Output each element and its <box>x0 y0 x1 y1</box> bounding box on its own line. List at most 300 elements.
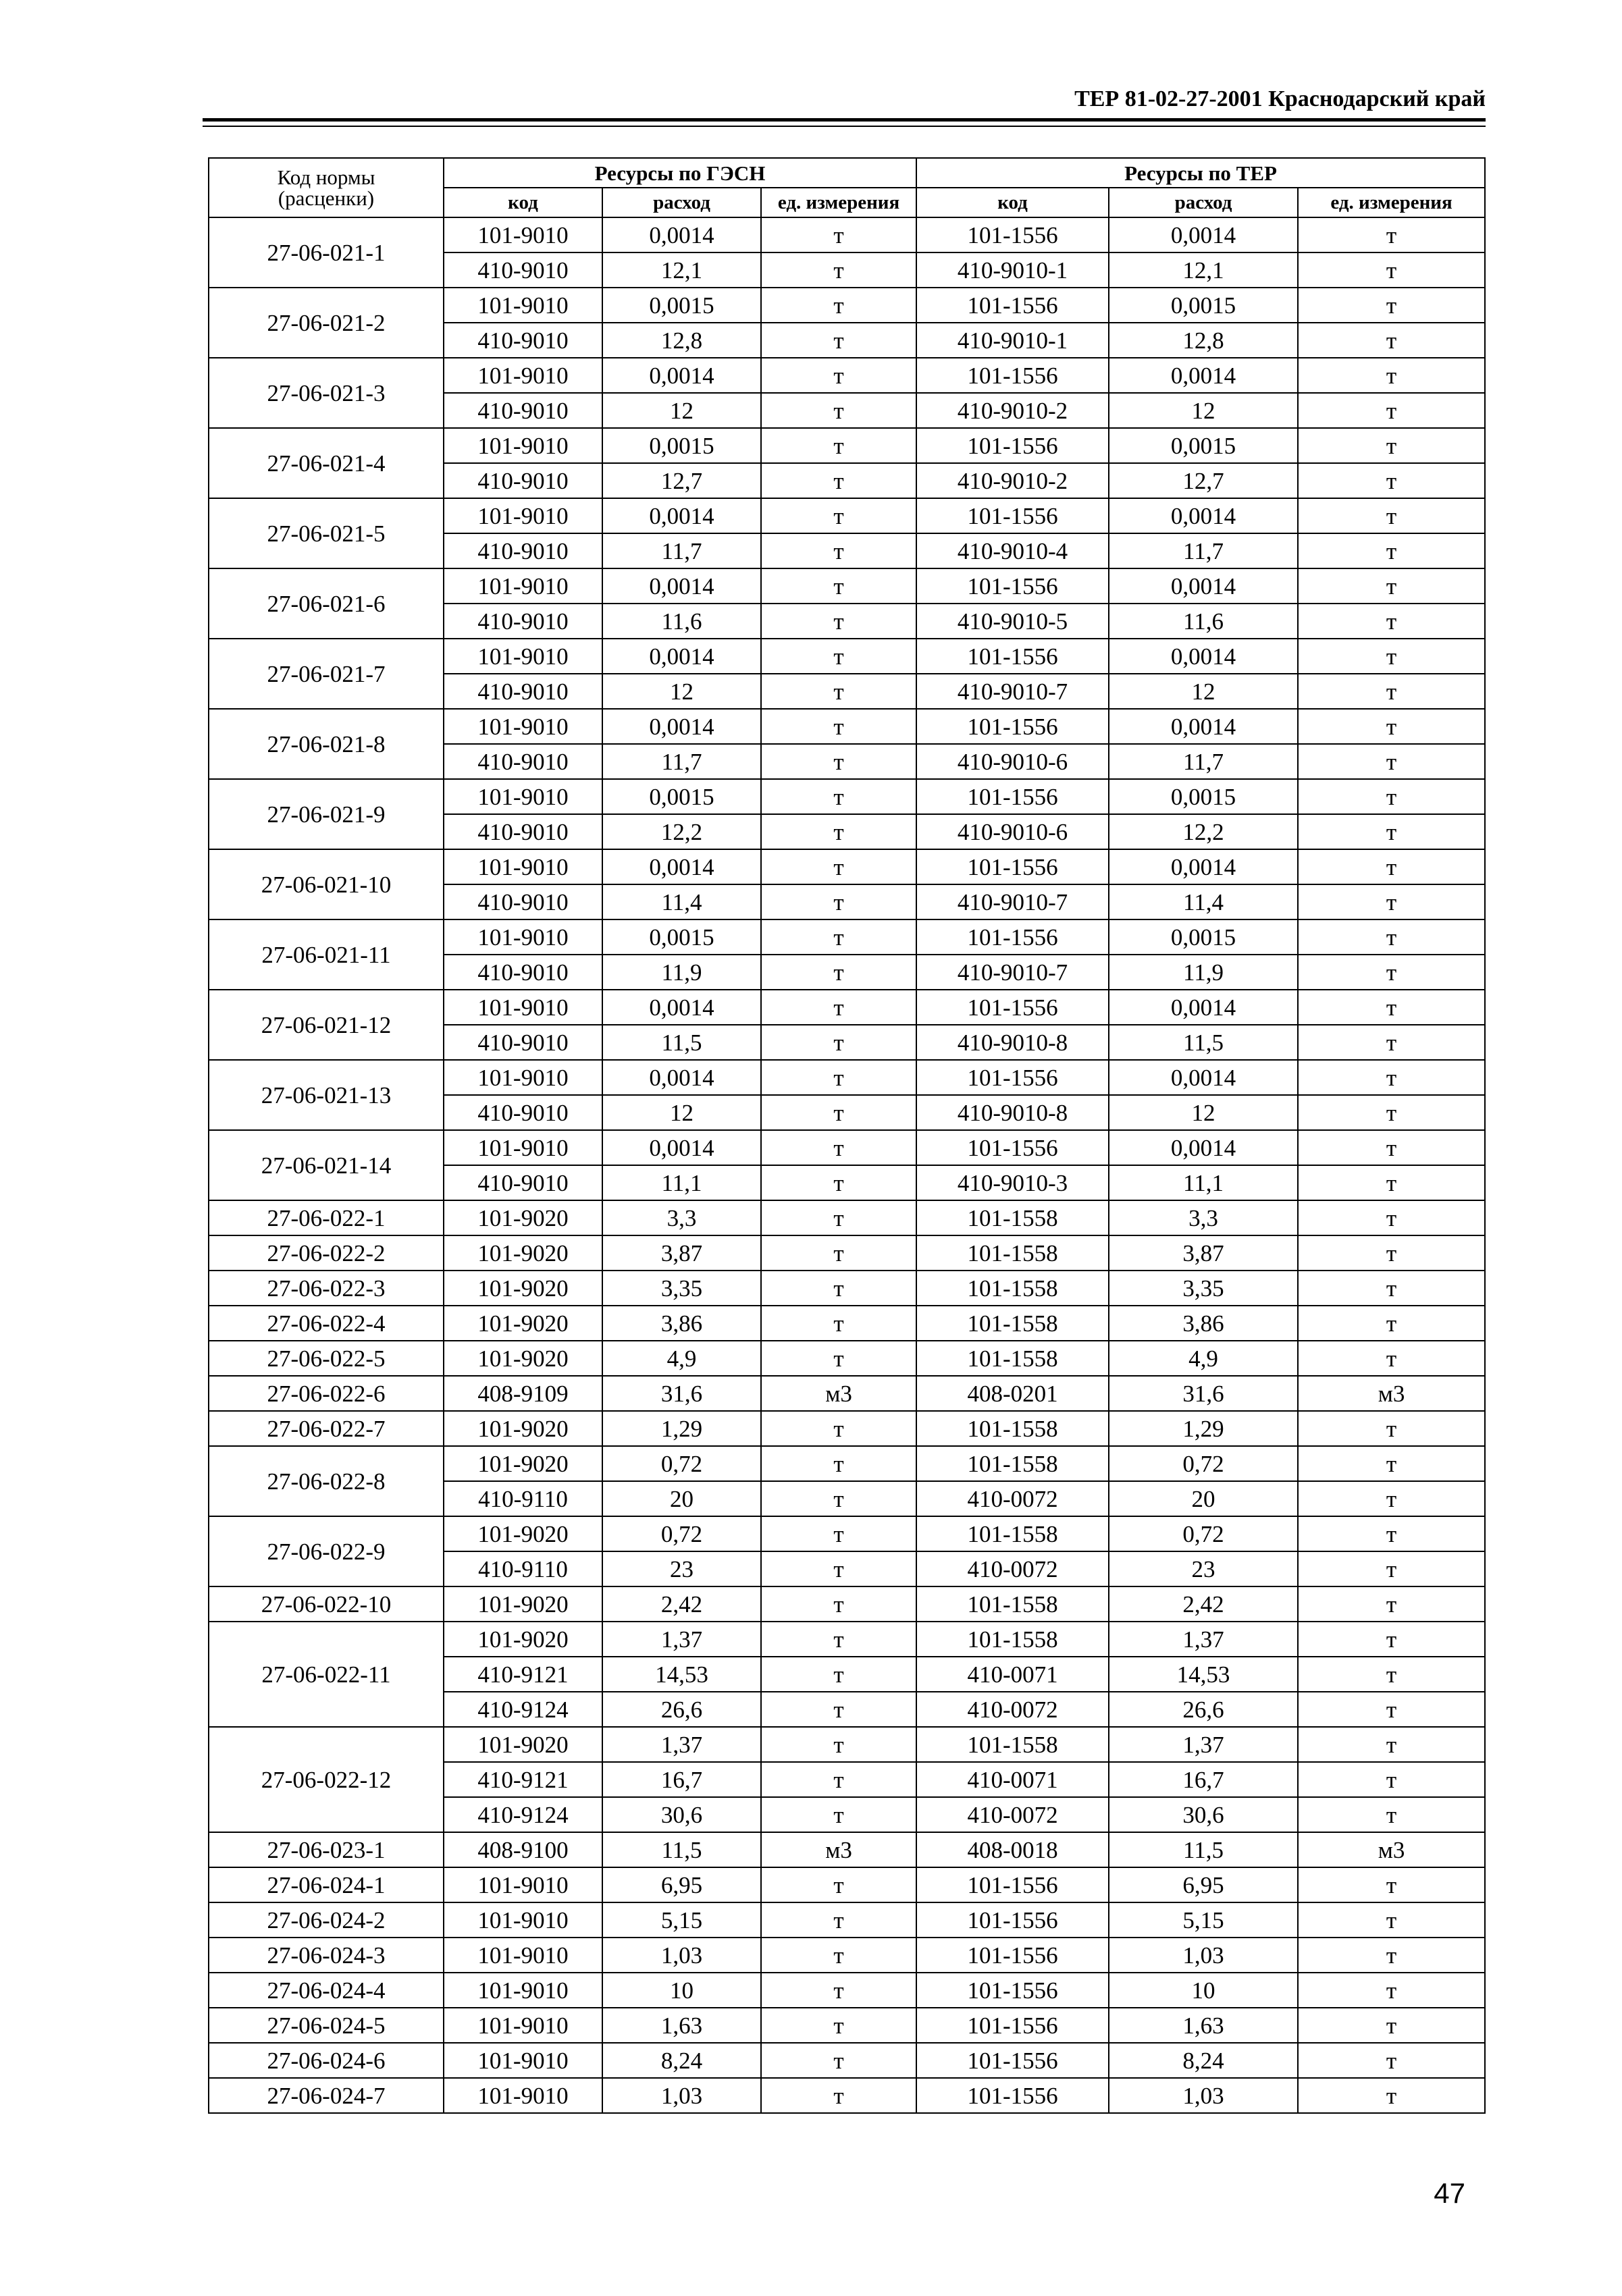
gesn-unit-cell: т <box>761 1481 916 1516</box>
ter-code-cell: 410-9010-7 <box>916 955 1109 990</box>
ter-unit-cell: т <box>1298 990 1485 1025</box>
header-rule-thick <box>203 118 1486 122</box>
gesn-amount-cell: 3,87 <box>602 1235 761 1271</box>
gesn-code-cell: 101-9010 <box>444 849 602 884</box>
ter-unit-cell: т <box>1298 709 1485 744</box>
ter-amount-cell: 3,87 <box>1109 1235 1298 1271</box>
ter-unit-header: ед. измерения <box>1298 188 1485 217</box>
ter-code-cell: 101-1558 <box>916 1200 1109 1235</box>
ter-unit-cell: т <box>1298 779 1485 814</box>
table-row <box>209 1271 1485 1306</box>
ter-unit-cell: т <box>1298 568 1485 604</box>
ter-unit-cell: т <box>1298 2008 1485 2043</box>
table-row <box>209 1516 1485 1551</box>
gesn-unit-cell: т <box>761 568 916 604</box>
norm-code-cell: 27-06-021-13 <box>209 1060 444 1130</box>
gesn-unit-cell: т <box>761 252 916 288</box>
ter-amount-cell: 2,42 <box>1109 1586 1298 1622</box>
ter-amount-cell: 26,6 <box>1109 1692 1298 1727</box>
ter-amount-cell: 3,35 <box>1109 1271 1298 1306</box>
table-row <box>209 2008 1485 2043</box>
gesn-amount-cell: 11,4 <box>602 884 761 919</box>
gesn-amount-cell: 2,42 <box>602 1586 761 1622</box>
ter-amount-cell: 6,95 <box>1109 1867 1298 1902</box>
gesn-code-cell: 410-9010 <box>444 323 602 358</box>
ter-unit-cell: т <box>1298 393 1485 428</box>
gesn-unit-cell: т <box>761 1235 916 1271</box>
ter-amount-cell: 1,03 <box>1109 1938 1298 1973</box>
table-row <box>209 1306 1485 1341</box>
table-row <box>209 2043 1485 2078</box>
ter-unit-cell: т <box>1298 955 1485 990</box>
ter-code-cell: 410-0072 <box>916 1692 1109 1727</box>
ter-code-cell: 101-1556 <box>916 568 1109 604</box>
gesn-amount-cell: 10 <box>602 1973 761 2008</box>
ter-amount-cell: 1,03 <box>1109 2078 1298 2113</box>
gesn-unit-cell: т <box>761 1586 916 1622</box>
gesn-amount-cell: 0,0014 <box>602 498 761 533</box>
gesn-unit-cell: т <box>761 1306 916 1341</box>
ter-unit-cell: т <box>1298 2043 1485 2078</box>
gesn-code-header: код <box>444 188 602 217</box>
ter-code-cell: 410-9010-4 <box>916 533 1109 568</box>
ter-unit-cell: т <box>1298 533 1485 568</box>
ter-amount-cell: 12 <box>1109 1095 1298 1130</box>
gesn-amount-cell: 3,3 <box>602 1200 761 1235</box>
ter-unit-cell: т <box>1298 1235 1485 1271</box>
table-row <box>209 1867 1485 1902</box>
gesn-unit-cell: т <box>761 884 916 919</box>
gesn-code-cell: 101-9010 <box>444 498 602 533</box>
ter-code-cell: 410-9010-2 <box>916 393 1109 428</box>
gesn-unit-cell: т <box>761 1867 916 1902</box>
gesn-code-cell: 101-9010 <box>444 639 602 674</box>
norm-code-cell: 27-06-023-1 <box>209 1832 444 1867</box>
table-row <box>209 1622 1485 1657</box>
ter-unit-cell: т <box>1298 428 1485 463</box>
gesn-amount-cell: 16,7 <box>602 1762 761 1797</box>
ter-amount-cell: 0,0014 <box>1109 568 1298 604</box>
table-row <box>209 428 1485 463</box>
gesn-amount-cell: 26,6 <box>602 1692 761 1727</box>
gesn-code-cell: 101-9020 <box>444 1411 602 1446</box>
norm-code-header-line1: Код нормы <box>277 165 375 189</box>
gesn-code-cell: 101-9020 <box>444 1446 602 1481</box>
gesn-code-cell: 410-9010 <box>444 533 602 568</box>
table-row <box>209 990 1485 1025</box>
table-row <box>209 1446 1485 1481</box>
ter-unit-cell: т <box>1298 1130 1485 1165</box>
ter-code-cell: 101-1556 <box>916 498 1109 533</box>
gesn-code-cell: 410-9124 <box>444 1692 602 1727</box>
gesn-code-cell: 101-9020 <box>444 1622 602 1657</box>
norm-code-cell: 27-06-024-6 <box>209 2043 444 2078</box>
ter-unit-cell: т <box>1298 1095 1485 1130</box>
gesn-amount-cell: 1,03 <box>602 1938 761 1973</box>
ter-unit-cell: т <box>1298 1622 1485 1657</box>
gesn-code-cell: 101-9010 <box>444 1938 602 1973</box>
norm-code-cell: 27-06-021-5 <box>209 498 444 568</box>
document-header: ТЕР 81-02-27-2001 Краснодарский край <box>1074 86 1486 111</box>
ter-amount-cell: 20 <box>1109 1481 1298 1516</box>
ter-unit-cell: т <box>1298 1341 1485 1376</box>
ter-code-cell: 101-1556 <box>916 1902 1109 1938</box>
gesn-unit-cell: т <box>761 955 916 990</box>
ter-code-cell: 410-9010-3 <box>916 1165 1109 1200</box>
ter-unit-cell: т <box>1298 849 1485 884</box>
ter-code-cell: 410-9010-7 <box>916 884 1109 919</box>
ter-amount-cell: 0,0014 <box>1109 498 1298 533</box>
norm-code-cell: 27-06-021-4 <box>209 428 444 498</box>
gesn-code-cell: 101-9010 <box>444 2078 602 2113</box>
gesn-code-cell: 101-9020 <box>444 1200 602 1235</box>
table-row <box>209 2078 1485 2113</box>
ter-amount-cell: 30,6 <box>1109 1797 1298 1832</box>
gesn-amount-cell: 5,15 <box>602 1902 761 1938</box>
ter-unit-cell: т <box>1298 1165 1485 1200</box>
ter-amount-cell: 0,0014 <box>1109 639 1298 674</box>
norm-code-cell: 27-06-021-6 <box>209 568 444 639</box>
norm-code-cell: 27-06-021-3 <box>209 358 444 428</box>
gesn-code-cell: 410-9121 <box>444 1762 602 1797</box>
gesn-amount-cell: 1,29 <box>602 1411 761 1446</box>
gesn-code-cell: 410-9010 <box>444 955 602 990</box>
ter-unit-cell: т <box>1298 814 1485 849</box>
ter-code-cell: 101-1556 <box>916 779 1109 814</box>
gesn-code-cell: 410-9010 <box>444 744 602 779</box>
gesn-code-cell: 410-9010 <box>444 604 602 639</box>
ter-amount-cell: 11,1 <box>1109 1165 1298 1200</box>
gesn-unit-cell: т <box>761 1657 916 1692</box>
ter-unit-cell: т <box>1298 1973 1485 2008</box>
gesn-unit-cell: т <box>761 1271 916 1306</box>
gesn-unit-cell: т <box>761 1516 916 1551</box>
ter-code-cell: 410-0071 <box>916 1657 1109 1692</box>
ter-code-cell: 410-9010-5 <box>916 604 1109 639</box>
ter-code-cell: 101-1556 <box>916 428 1109 463</box>
gesn-amount-cell: 1,37 <box>602 1622 761 1657</box>
table-row <box>209 1341 1485 1376</box>
ter-unit-cell: т <box>1298 498 1485 533</box>
gesn-unit-cell: т <box>761 1130 916 1165</box>
table-row <box>209 639 1485 674</box>
norm-code-cell: 27-06-022-8 <box>209 1446 444 1516</box>
gesn-code-cell: 101-9020 <box>444 1341 602 1376</box>
gesn-code-cell: 410-9010 <box>444 393 602 428</box>
gesn-unit-cell: т <box>761 1551 916 1586</box>
ter-code-cell: 410-9010-8 <box>916 1025 1109 1060</box>
norm-code-cell: 27-06-024-3 <box>209 1938 444 1973</box>
gesn-unit-cell: т <box>761 2008 916 2043</box>
ter-code-cell: 410-9010-1 <box>916 323 1109 358</box>
gesn-code-cell: 408-9109 <box>444 1376 602 1411</box>
ter-unit-cell: т <box>1298 1692 1485 1727</box>
ter-code-cell: 410-9010-6 <box>916 814 1109 849</box>
ter-unit-cell: м3 <box>1298 1832 1485 1867</box>
gesn-code-cell: 101-9010 <box>444 1060 602 1095</box>
table-row <box>209 1586 1485 1622</box>
gesn-amount-cell: 30,6 <box>602 1797 761 1832</box>
gesn-amount-cell: 0,0014 <box>602 217 761 252</box>
norm-code-cell: 27-06-021-9 <box>209 779 444 849</box>
ter-code-cell: 101-1558 <box>916 1622 1109 1657</box>
gesn-unit-cell: т <box>761 1973 916 2008</box>
gesn-amount-cell: 31,6 <box>602 1376 761 1411</box>
gesn-unit-cell: т <box>761 1692 916 1727</box>
ter-code-cell: 101-1558 <box>916 1411 1109 1446</box>
ter-amount-cell: 3,3 <box>1109 1200 1298 1235</box>
ter-unit-cell: т <box>1298 1551 1485 1586</box>
gesn-unit-cell: т <box>761 990 916 1025</box>
ter-unit-cell: т <box>1298 1271 1485 1306</box>
ter-amount-cell: 5,15 <box>1109 1902 1298 1938</box>
gesn-unit-cell: т <box>761 1200 916 1235</box>
ter-unit-cell: т <box>1298 217 1485 252</box>
gesn-amount-cell: 11,6 <box>602 604 761 639</box>
table-row <box>209 1938 1485 1973</box>
ter-unit-cell: т <box>1298 1446 1485 1481</box>
ter-amount-cell: 0,0014 <box>1109 1130 1298 1165</box>
page-number: 47 <box>1434 2177 1465 2209</box>
ter-amount-cell: 14,53 <box>1109 1657 1298 1692</box>
ter-unit-cell: т <box>1298 1306 1485 1341</box>
gesn-unit-cell: т <box>761 1025 916 1060</box>
norm-code-header <box>209 158 444 217</box>
gesn-code-cell: 101-9020 <box>444 1727 602 1762</box>
gesn-code-cell: 101-9010 <box>444 1902 602 1938</box>
ter-amount-cell: 1,63 <box>1109 2008 1298 2043</box>
gesn-unit-cell: т <box>761 428 916 463</box>
table-row <box>209 1235 1485 1271</box>
gesn-amount-cell: 0,0014 <box>602 709 761 744</box>
gesn-amount-cell: 14,53 <box>602 1657 761 1692</box>
gesn-amount-cell: 0,0015 <box>602 779 761 814</box>
gesn-unit-cell: т <box>761 709 916 744</box>
ter-amount-cell: 0,0015 <box>1109 779 1298 814</box>
ter-code-cell: 101-1558 <box>916 1306 1109 1341</box>
gesn-unit-cell: т <box>761 1762 916 1797</box>
gesn-code-cell: 101-9010 <box>444 568 602 604</box>
ter-amount-cell: 12 <box>1109 674 1298 709</box>
gesn-code-cell: 101-9010 <box>444 709 602 744</box>
ter-code-cell: 410-0071 <box>916 1762 1109 1797</box>
ter-amount-header: расход <box>1109 188 1298 217</box>
gesn-amount-cell: 4,9 <box>602 1341 761 1376</box>
norm-code-cell: 27-06-022-1 <box>209 1200 444 1235</box>
norm-code-header-line2: (расценки) <box>278 186 375 210</box>
gesn-amount-cell: 11,5 <box>602 1025 761 1060</box>
table-row <box>209 1200 1485 1235</box>
gesn-code-cell: 101-9010 <box>444 358 602 393</box>
ter-code-cell: 101-1556 <box>916 288 1109 323</box>
header-rule-thin <box>203 126 1486 127</box>
gesn-code-cell: 408-9100 <box>444 1832 602 1867</box>
gesn-amount-header: расход <box>602 188 761 217</box>
ter-code-cell: 408-0018 <box>916 1832 1109 1867</box>
gesn-code-cell: 101-9010 <box>444 288 602 323</box>
gesn-unit-cell: т <box>761 358 916 393</box>
gesn-code-cell: 101-9010 <box>444 779 602 814</box>
resources-table <box>208 157 1486 2114</box>
gesn-code-cell: 410-9010 <box>444 1095 602 1130</box>
table-row <box>209 498 1485 533</box>
gesn-code-cell: 101-9020 <box>444 1306 602 1341</box>
gesn-unit-cell: м3 <box>761 1376 916 1411</box>
ter-code-cell: 410-0072 <box>916 1797 1109 1832</box>
gesn-unit-cell: т <box>761 674 916 709</box>
ter-amount-cell: 8,24 <box>1109 2043 1298 2078</box>
gesn-code-cell: 410-9010 <box>444 1025 602 1060</box>
ter-code-cell: 101-1558 <box>916 1446 1109 1481</box>
ter-code-cell: 101-1556 <box>916 2008 1109 2043</box>
ter-code-cell: 101-1558 <box>916 1271 1109 1306</box>
ter-amount-cell: 3,86 <box>1109 1306 1298 1341</box>
table-row <box>209 849 1485 884</box>
ter-amount-cell: 0,72 <box>1109 1446 1298 1481</box>
gesn-unit-cell: т <box>761 1446 916 1481</box>
norm-code-cell: 27-06-022-10 <box>209 1586 444 1622</box>
gesn-code-cell: 101-9010 <box>444 1130 602 1165</box>
table-row <box>209 919 1485 955</box>
gesn-amount-cell: 0,0014 <box>602 358 761 393</box>
gesn-amount-cell: 12,8 <box>602 323 761 358</box>
gesn-code-cell: 101-9010 <box>444 1973 602 2008</box>
ter-amount-cell: 12,2 <box>1109 814 1298 849</box>
ter-code-cell: 101-1556 <box>916 639 1109 674</box>
gesn-code-cell: 410-9010 <box>444 814 602 849</box>
gesn-unit-cell: т <box>761 1938 916 1973</box>
gesn-unit-cell: т <box>761 463 916 498</box>
gesn-amount-cell: 11,7 <box>602 744 761 779</box>
ter-code-header: код <box>916 188 1109 217</box>
table-row <box>209 1060 1485 1095</box>
table-row <box>209 1130 1485 1165</box>
gesn-code-cell: 101-9010 <box>444 2043 602 2078</box>
table-row <box>209 358 1485 393</box>
ter-unit-cell: т <box>1298 1902 1485 1938</box>
gesn-amount-cell: 12,2 <box>602 814 761 849</box>
table-row <box>209 779 1485 814</box>
gesn-unit-cell: т <box>761 639 916 674</box>
ter-code-cell: 410-0072 <box>916 1551 1109 1586</box>
ter-amount-cell: 11,6 <box>1109 604 1298 639</box>
ter-code-cell: 101-1556 <box>916 2078 1109 2113</box>
ter-code-cell: 410-0072 <box>916 1481 1109 1516</box>
gesn-code-cell: 410-9010 <box>444 1165 602 1200</box>
norm-code-cell: 27-06-021-10 <box>209 849 444 919</box>
table-row <box>209 1727 1485 1762</box>
gesn-unit-cell: т <box>761 323 916 358</box>
gesn-amount-cell: 0,0014 <box>602 568 761 604</box>
gesn-code-cell: 101-9010 <box>444 2008 602 2043</box>
ter-code-cell: 410-9010-6 <box>916 744 1109 779</box>
gesn-amount-cell: 3,35 <box>602 1271 761 1306</box>
ter-unit-cell: т <box>1298 358 1485 393</box>
gesn-code-cell: 410-9110 <box>444 1481 602 1516</box>
gesn-code-cell: 101-9010 <box>444 990 602 1025</box>
table-row <box>209 217 1485 252</box>
ter-unit-cell: т <box>1298 1481 1485 1516</box>
gesn-amount-cell: 12 <box>602 674 761 709</box>
ter-code-cell: 410-9010-1 <box>916 252 1109 288</box>
gesn-group-header: Ресурсы по ГЭСН <box>444 158 916 188</box>
ter-code-cell: 101-1556 <box>916 1938 1109 1973</box>
gesn-amount-cell: 0,0014 <box>602 1130 761 1165</box>
gesn-unit-cell: т <box>761 1341 916 1376</box>
ter-unit-cell: т <box>1298 1867 1485 1902</box>
ter-unit-cell: т <box>1298 919 1485 955</box>
table-row <box>209 1902 1485 1938</box>
gesn-amount-cell: 1,37 <box>602 1727 761 1762</box>
ter-unit-cell: т <box>1298 1762 1485 1797</box>
ter-code-cell: 101-1556 <box>916 217 1109 252</box>
ter-code-cell: 410-9010-7 <box>916 674 1109 709</box>
gesn-unit-cell: т <box>761 2078 916 2113</box>
ter-code-cell: 101-1556 <box>916 1973 1109 2008</box>
ter-unit-cell: т <box>1298 1727 1485 1762</box>
ter-amount-cell: 11,5 <box>1109 1025 1298 1060</box>
ter-amount-cell: 0,0014 <box>1109 709 1298 744</box>
gesn-code-cell: 101-9020 <box>444 1235 602 1271</box>
ter-amount-cell: 0,0015 <box>1109 919 1298 955</box>
gesn-unit-cell: т <box>761 1095 916 1130</box>
gesn-unit-cell: т <box>761 393 916 428</box>
gesn-amount-cell: 12 <box>602 393 761 428</box>
ter-unit-cell: т <box>1298 252 1485 288</box>
ter-amount-cell: 11,9 <box>1109 955 1298 990</box>
ter-unit-cell: т <box>1298 1411 1485 1446</box>
gesn-unit-cell: т <box>761 1902 916 1938</box>
ter-unit-cell: т <box>1298 1797 1485 1832</box>
gesn-amount-cell: 0,0014 <box>602 1060 761 1095</box>
table-row <box>209 1411 1485 1446</box>
norm-code-cell: 27-06-022-5 <box>209 1341 444 1376</box>
norm-code-cell: 27-06-022-7 <box>209 1411 444 1446</box>
ter-unit-cell: т <box>1298 744 1485 779</box>
gesn-amount-cell: 0,0015 <box>602 288 761 323</box>
norm-code-cell: 27-06-024-5 <box>209 2008 444 2043</box>
ter-amount-cell: 12,8 <box>1109 323 1298 358</box>
gesn-unit-cell: т <box>761 217 916 252</box>
table-row <box>209 1832 1485 1867</box>
ter-unit-cell: т <box>1298 1938 1485 1973</box>
gesn-code-cell: 101-9020 <box>444 1516 602 1551</box>
norm-code-cell: 27-06-022-12 <box>209 1727 444 1832</box>
gesn-amount-cell: 11,9 <box>602 955 761 990</box>
gesn-code-cell: 101-9010 <box>444 1867 602 1902</box>
ter-unit-cell: т <box>1298 288 1485 323</box>
ter-code-cell: 410-9010-2 <box>916 463 1109 498</box>
gesn-unit-cell: т <box>761 2043 916 2078</box>
gesn-amount-cell: 12 <box>602 1095 761 1130</box>
gesn-unit-cell: т <box>761 1060 916 1095</box>
gesn-code-cell: 410-9121 <box>444 1657 602 1692</box>
gesn-code-cell: 410-9110 <box>444 1551 602 1586</box>
gesn-amount-cell: 0,0014 <box>602 990 761 1025</box>
gesn-amount-cell: 6,95 <box>602 1867 761 1902</box>
ter-code-cell: 101-1556 <box>916 2043 1109 2078</box>
gesn-amount-cell: 20 <box>602 1481 761 1516</box>
norm-code-cell: 27-06-021-8 <box>209 709 444 779</box>
norm-code-cell: 27-06-021-14 <box>209 1130 444 1200</box>
ter-unit-cell: т <box>1298 1586 1485 1622</box>
gesn-amount-cell: 8,24 <box>602 2043 761 2078</box>
gesn-amount-cell: 1,03 <box>602 2078 761 2113</box>
gesn-unit-cell: т <box>761 849 916 884</box>
norm-code-cell: 27-06-021-12 <box>209 990 444 1060</box>
ter-unit-cell: т <box>1298 604 1485 639</box>
gesn-amount-cell: 0,0014 <box>602 849 761 884</box>
